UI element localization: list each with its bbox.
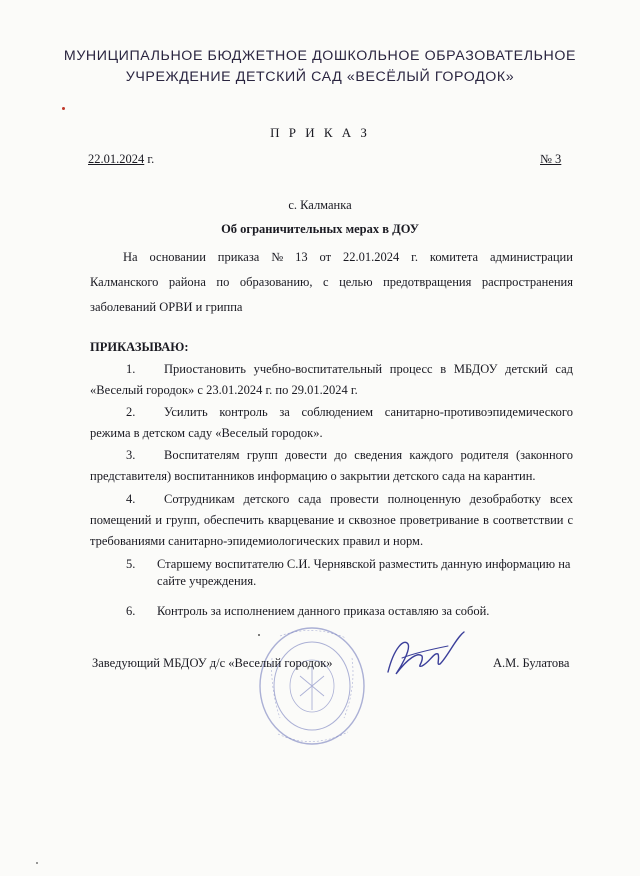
handwritten-signature — [378, 628, 468, 688]
item-number: 4. — [126, 492, 136, 506]
item-number: 1. — [126, 362, 136, 376]
scan-speck — [62, 107, 65, 110]
item-1-line1: Приостановить учебно-воспитательный процесс в МБДОУ детский сад — [164, 362, 573, 376]
order-number: № 3 — [540, 152, 562, 166]
scan-speck — [36, 862, 38, 864]
order-date-suffix: г. — [147, 152, 155, 166]
item-1-line2: «Веселый городок» с 23.01.2024 г. по 29.01.2024 г. — [90, 383, 358, 397]
item-6-line1: Контроль за исполнением данного приказа оставляю за собой. — [157, 604, 490, 618]
item-2-line2: режима в детском саду «Веселый городок». — [90, 426, 323, 440]
order-place: с. Калманка — [288, 198, 352, 212]
command-heading: ПРИКАЗЫВАЮ: — [90, 340, 189, 354]
signatory-name: А.М. Булатова — [493, 656, 570, 670]
basis-word: основании — [149, 250, 206, 264]
item-2-line1: Усилить контроль за соблюдением санитарно-противоэпидемического — [164, 405, 573, 419]
basis-line2: Калманского района по образованию, с целью предотвращения распространения — [90, 275, 573, 289]
order-date: 22.01.2024 — [88, 152, 145, 166]
basis-line1 — [123, 250, 573, 265]
item-4-line1: Сотрудникам детского сада провести полноценную дезобработку всех — [164, 492, 573, 506]
signatory-position: Заведующий МБДОУ д/с «Веселый городок» — [92, 656, 333, 670]
basis-word: На — [123, 250, 138, 264]
item-3-line1: Воспитателям групп довести до сведения каждого родителя (законного — [164, 448, 573, 462]
basis-word: № — [271, 250, 284, 264]
basis-word: г. — [411, 250, 418, 264]
item-4-line3: требованиями санитарно-эпидемиологических правил и норм. — [90, 534, 424, 548]
scan-speck — [258, 634, 260, 636]
basis-word: комитета — [429, 250, 479, 264]
item-3-line2: представителя) воспитанников информацию о закрытии детского сада на карантин. — [90, 469, 536, 483]
basis-word: 22.01.2024 — [342, 250, 400, 264]
stamp-seal — [250, 618, 370, 752]
basis-word: администрации — [490, 250, 573, 264]
item-number: 6. — [126, 604, 136, 618]
order-title: П Р И К А З — [270, 125, 370, 140]
org-name-line2: УЧРЕЖДЕНИЕ ДЕТСКИЙ САД «ВЕСЁЛЫЙ ГОРОДОК» — [125, 69, 515, 85]
basis-word: 13 — [295, 250, 308, 264]
item-number: 3. — [126, 448, 136, 462]
item-number: 5. — [126, 557, 136, 571]
basis-word: от — [319, 250, 332, 264]
order-subject: Об ограничительных мерах в ДОУ — [221, 222, 419, 236]
item-number: 2. — [126, 405, 136, 419]
basis-line3: заболеваний ОРВИ и гриппа — [90, 300, 243, 314]
item-4-line2: помещений и групп, обеспечить кварцевание и сквозное проветривание в соответствии с — [90, 513, 573, 527]
item-5-line2: сайте учреждения. — [157, 574, 257, 588]
item-5-line1: Старшему воспитателю С.И. Чернявской разместить данную информацию на — [157, 557, 571, 571]
order-date-row — [88, 152, 154, 167]
org-name-line1: МУНИЦИПАЛЬНОЕ БЮДЖЕТНОЕ ДОШКОЛЬНОЕ ОБРАЗОВАТЕЛЬНОЕ — [63, 48, 577, 64]
basis-word: приказа — [217, 250, 260, 264]
